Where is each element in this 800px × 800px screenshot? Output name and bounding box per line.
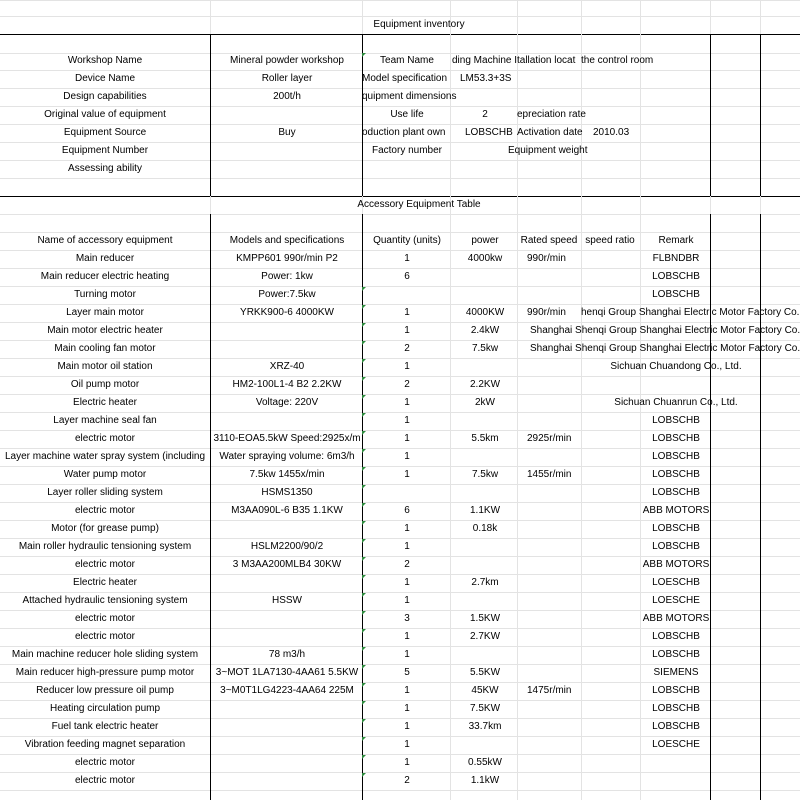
table-cell: LOESCHE <box>652 739 700 750</box>
table-cell: 1 <box>404 649 410 660</box>
row-line <box>0 106 800 107</box>
inventory-cell: Assessing ability <box>68 163 142 174</box>
inventory-cell: Team Name <box>380 55 434 66</box>
inventory-cell: LM53.3+3S <box>460 73 512 84</box>
table-cell: 45KW <box>471 685 499 696</box>
column-header: Name of accessory equipment <box>37 235 173 246</box>
row-line <box>0 484 800 485</box>
table-cell: 1 <box>404 325 410 336</box>
table-cell: electric motor <box>74 757 136 768</box>
cell-comment-marker <box>362 773 366 777</box>
table-cell: LOBSCHB <box>652 703 700 714</box>
table-cell: Oil pump motor <box>70 379 140 390</box>
row-line <box>0 376 800 377</box>
row-line <box>0 466 800 467</box>
table-cell: 4000KW <box>465 307 505 318</box>
row-line <box>0 88 800 89</box>
inventory-cell: epreciation rate <box>517 109 586 120</box>
column-line <box>450 0 451 800</box>
table-cell: Main machine reducer hole sliding system <box>11 649 199 660</box>
table-cell: Layer machine water spray system (including <box>4 451 206 462</box>
cell-comment-marker <box>362 341 366 345</box>
table-cell: 1 <box>404 361 410 372</box>
table-cell: 1 <box>404 685 410 696</box>
row-line <box>0 70 800 71</box>
cell-comment-marker <box>362 53 366 57</box>
table-cell: Layer main motor <box>66 307 144 318</box>
row-line <box>0 250 800 251</box>
row-line <box>0 34 800 35</box>
inventory-cell: Design capabilities <box>63 91 147 102</box>
table-cell: 1.1KW <box>469 505 501 516</box>
cell-comment-marker <box>362 701 366 705</box>
inventory-cell: 2010.03 <box>593 127 630 138</box>
accessory-table-title: Accessory Equipment Table <box>357 199 481 210</box>
table-cell: Power: 1kw <box>261 271 313 282</box>
table-cell: Fuel tank electric heater <box>51 721 159 732</box>
inventory-cell: Factory number <box>371 145 443 156</box>
row-line <box>0 394 800 395</box>
table-cell: Heating circulation pump <box>49 703 161 714</box>
cell-comment-marker <box>362 503 366 507</box>
table-cell: Sichuan Chuandong Co., Ltd. <box>610 361 742 372</box>
table-cell: 1 <box>404 541 410 552</box>
inventory-cell: Device Name <box>74 73 136 84</box>
row-line <box>0 0 800 1</box>
cell-comment-marker <box>362 287 366 291</box>
row-line <box>0 754 800 755</box>
table-cell: 1 <box>404 739 410 750</box>
inventory-cell: Buy <box>278 127 296 138</box>
table-cell: 2 <box>404 343 410 354</box>
cell-comment-marker <box>362 521 366 525</box>
table-cell: Main reducer high-pressure pump motor <box>15 667 195 678</box>
row-line <box>0 142 800 143</box>
table-cell: 3~MOT 1LA7130-4AA61 5.5KW <box>215 667 359 678</box>
table-cell: HM2-100L1-4 B2 2.2KW <box>232 379 342 390</box>
table-cell: electric motor <box>74 505 136 516</box>
row-line <box>0 412 800 413</box>
table-cell: LOBSCHB <box>652 415 700 426</box>
table-cell: 3 <box>404 613 410 624</box>
row-line <box>0 53 800 54</box>
row-line <box>0 664 800 665</box>
row-line <box>0 124 800 125</box>
table-cell: LOBSCHB <box>652 469 700 480</box>
row-line <box>0 736 800 737</box>
table-cell: 990r/min <box>527 253 566 264</box>
table-cell: 1.5KW <box>469 613 501 624</box>
row-line <box>0 268 800 269</box>
table-cell: XRZ-40 <box>269 361 305 372</box>
cell-comment-marker <box>362 539 366 543</box>
cell-comment-marker <box>362 449 366 453</box>
table-cell: 7.5kw <box>471 469 499 480</box>
row-line <box>0 178 800 179</box>
cell-comment-marker <box>362 719 366 723</box>
table-cell: Main motor electric heater <box>47 325 163 336</box>
table-cell: LOESCHE <box>652 595 700 606</box>
row-line <box>0 214 800 215</box>
table-cell: 0.18k <box>472 523 498 534</box>
inventory-cell: Workshop Name <box>67 55 143 66</box>
table-cell: LOBSCHB <box>652 721 700 732</box>
row-line <box>0 718 800 719</box>
cell-comment-marker <box>362 683 366 687</box>
column-header: Quantity (units) <box>373 235 441 246</box>
inventory-cell: Model specification <box>362 73 448 84</box>
table-cell: 1 <box>404 469 410 480</box>
table-cell: Power:7.5kw <box>258 289 316 300</box>
table-cell: 78 m3/h <box>268 649 306 660</box>
table-cell: M3AA090L-6 B35 1.1KW <box>231 505 343 516</box>
column-line <box>362 34 363 196</box>
table-cell: HSSW <box>272 595 302 606</box>
table-cell: LOBSCHB <box>652 649 700 660</box>
cell-comment-marker <box>362 755 366 759</box>
row-line <box>0 646 800 647</box>
table-cell: Electric heater <box>73 397 137 408</box>
table-cell: 1 <box>404 523 410 534</box>
row-line <box>0 520 800 521</box>
table-cell: LOBSCHB <box>652 631 700 642</box>
table-cell: 4000kw <box>467 253 503 264</box>
column-header: speed ratio <box>585 235 635 246</box>
table-cell: 1 <box>404 577 410 588</box>
table-cell: 2 <box>404 559 410 570</box>
inventory-cell: Roller layer <box>261 73 313 84</box>
table-cell: 33.7km <box>468 721 502 732</box>
table-cell: 2kW <box>475 397 495 408</box>
cell-comment-marker <box>362 377 366 381</box>
table-cell: Shanghai Shenqi Group Shanghai Electric Motor Factory Co. <box>530 325 800 336</box>
cell-comment-marker <box>362 323 366 327</box>
cell-comment-marker <box>362 665 366 669</box>
column-line <box>760 214 761 800</box>
table-cell: Shanghai Shenqi Group Shanghai Electric Motor Factory Co. <box>530 343 800 354</box>
cell-comment-marker <box>362 413 366 417</box>
row-line <box>0 286 800 287</box>
table-cell: 3~M0T1LG4223-4AA64 225M <box>220 685 354 696</box>
inventory-cell: Equipment Source <box>63 127 147 138</box>
table-cell: electric motor <box>74 613 136 624</box>
table-cell: 1 <box>404 595 410 606</box>
table-cell: 1 <box>404 721 410 732</box>
table-cell: ABB MOTORS <box>642 559 710 570</box>
table-cell: 2.4kW <box>470 325 500 336</box>
table-cell: 1 <box>404 307 410 318</box>
column-line <box>210 214 211 800</box>
table-cell: 7.5kw <box>471 343 499 354</box>
table-cell: Main roller hydraulic tensioning system <box>18 541 192 552</box>
table-cell: electric motor <box>74 433 136 444</box>
table-cell: Water pump motor <box>63 469 147 480</box>
row-line <box>0 160 800 161</box>
table-cell: 1 <box>404 451 410 462</box>
table-cell: 2 <box>404 379 410 390</box>
inventory-cell: Mineral powder workshop <box>230 55 344 66</box>
table-cell: 1 <box>404 415 410 426</box>
inventory-title: Equipment inventory <box>373 19 465 30</box>
inventory-cell: Equipment Number <box>61 145 149 156</box>
table-cell: 1 <box>404 631 410 642</box>
table-cell: Main motor oil station <box>57 361 153 372</box>
cell-comment-marker <box>362 395 366 399</box>
table-cell: Layer roller sliding system <box>47 487 163 498</box>
table-cell: HSMS1350 <box>261 487 313 498</box>
cell-comment-marker <box>362 359 366 363</box>
table-cell: LOBSCHB <box>652 523 700 534</box>
row-line <box>0 700 800 701</box>
row-line <box>0 682 800 683</box>
column-header: Rated speed <box>520 235 578 246</box>
table-cell: Motor (for grease pump) <box>51 523 159 534</box>
row-line <box>0 574 800 575</box>
table-cell: 990r/min <box>527 307 566 318</box>
table-cell: Voltage: 220V <box>255 397 319 408</box>
row-line <box>0 592 800 593</box>
column-header: power <box>471 235 499 246</box>
row-line <box>0 772 800 773</box>
inventory-cell: quipment dimensions <box>362 91 457 102</box>
table-cell: 5.5KW <box>469 667 501 678</box>
table-cell: henqi Group Shanghai Electric Motor Factory Co. <box>581 307 800 318</box>
inventory-cell: Use life <box>390 109 424 120</box>
row-line <box>0 448 800 449</box>
row-line <box>0 610 800 611</box>
column-line <box>710 34 711 196</box>
table-cell: 1 <box>404 433 410 444</box>
column-line <box>210 34 211 196</box>
inventory-cell: Equipment weight <box>508 145 588 156</box>
table-cell: LOBSCHB <box>652 451 700 462</box>
table-cell: LOBSCHB <box>652 685 700 696</box>
table-cell: 2 <box>404 775 410 786</box>
table-cell: electric motor <box>74 775 136 786</box>
inventory-cell: oduction plant own <box>362 127 446 138</box>
table-cell: LOESCHB <box>652 577 700 588</box>
table-cell: Vibration feeding magnet separation <box>24 739 186 750</box>
cell-comment-marker <box>362 611 366 615</box>
table-cell: Electric heater <box>73 577 137 588</box>
row-line <box>0 340 800 341</box>
table-cell: LOBSCHB <box>652 541 700 552</box>
table-cell: 1475r/min <box>527 685 572 696</box>
table-cell: 6 <box>404 271 410 282</box>
column-line <box>362 214 363 800</box>
table-cell: electric motor <box>74 559 136 570</box>
inventory-cell: Original value of equipment <box>44 109 166 120</box>
table-cell: 7.5kw 1455x/min <box>249 469 325 480</box>
inventory-cell: ding Machine I <box>452 55 518 66</box>
table-cell: 6 <box>404 505 410 516</box>
table-cell: 1.1kW <box>470 775 500 786</box>
column-header: Remark <box>658 235 694 246</box>
cell-comment-marker <box>362 647 366 651</box>
row-line <box>0 16 800 17</box>
cell-comment-marker <box>362 575 366 579</box>
table-cell: Main reducer <box>75 253 135 264</box>
table-cell: 1 <box>404 397 410 408</box>
column-line <box>710 214 711 800</box>
cell-comment-marker <box>362 737 366 741</box>
row-line <box>0 556 800 557</box>
table-cell: Attached hydraulic tensioning system <box>22 595 188 606</box>
table-cell: Reducer low pressure oil pump <box>36 685 174 696</box>
inventory-cell: Activation date <box>517 127 583 138</box>
table-cell: 5 <box>404 667 410 678</box>
table-cell: 2.7km <box>471 577 499 588</box>
table-cell: SIEMENS <box>653 667 699 678</box>
table-cell: Main cooling fan motor <box>54 343 156 354</box>
inventory-cell: the control room <box>581 55 654 66</box>
table-cell: 1 <box>404 757 410 768</box>
cell-comment-marker <box>362 557 366 561</box>
table-cell: ABB MOTORS <box>642 613 710 624</box>
table-cell: Layer machine seal fan <box>53 415 157 426</box>
table-cell: LOBSCHB <box>652 433 700 444</box>
inventory-cell: LOBSCHB <box>465 127 513 138</box>
table-cell: Sichuan Chuanrun Co., Ltd. <box>614 397 738 408</box>
row-line <box>0 628 800 629</box>
table-cell: FLBNDBR <box>652 253 700 264</box>
table-cell: Turning motor <box>74 289 136 300</box>
table-cell: 5.5km <box>471 433 499 444</box>
cell-comment-marker <box>362 629 366 633</box>
cell-comment-marker <box>362 467 366 471</box>
column-header: Models and specifications <box>229 235 345 246</box>
row-line <box>0 430 800 431</box>
row-line <box>0 322 800 323</box>
cell-comment-marker <box>362 593 366 597</box>
table-cell: 1 <box>404 703 410 714</box>
row-line <box>0 232 800 233</box>
inventory-cell: 200t/h <box>273 91 301 102</box>
table-cell: KMPP601 990r/min P2 <box>236 253 338 264</box>
table-cell: 2.7KW <box>469 631 501 642</box>
row-line <box>0 358 800 359</box>
table-cell: Water spraying volume: 6m3/h <box>219 451 355 462</box>
cell-comment-marker <box>362 485 366 489</box>
row-line <box>0 196 800 197</box>
cell-comment-marker <box>362 305 366 309</box>
table-cell: YRKK900-6 4000KW <box>240 307 334 318</box>
table-cell: electric motor <box>74 631 136 642</box>
row-line <box>0 538 800 539</box>
column-line <box>760 34 761 196</box>
table-cell: 1455r/min <box>527 469 572 480</box>
cell-comment-marker <box>362 431 366 435</box>
table-cell: LOBSCHB <box>652 271 700 282</box>
row-line <box>0 790 800 791</box>
table-cell: 2.2KW <box>469 379 501 390</box>
row-line <box>0 304 800 305</box>
table-cell: ABB MOTORS <box>642 505 710 516</box>
table-cell: 7.5KW <box>469 703 501 714</box>
table-cell: 3 M3AA200MLB4 30KW <box>232 559 342 570</box>
table-cell: 0.55kW <box>468 757 502 768</box>
table-cell: 2925r/min <box>527 433 572 444</box>
table-cell: 1 <box>404 253 410 264</box>
table-cell: LOBSCHB <box>652 487 700 498</box>
row-line <box>0 502 800 503</box>
table-cell: 3110-EOA5.5kW Speed:2925x/m <box>213 433 361 444</box>
inventory-cell: tallation locat <box>517 55 576 66</box>
inventory-cell: 2 <box>482 109 488 120</box>
table-cell: Main reducer electric heating <box>40 271 170 282</box>
table-cell: LOBSCHB <box>652 289 700 300</box>
table-cell: HSLM2200/90/2 <box>250 541 324 552</box>
